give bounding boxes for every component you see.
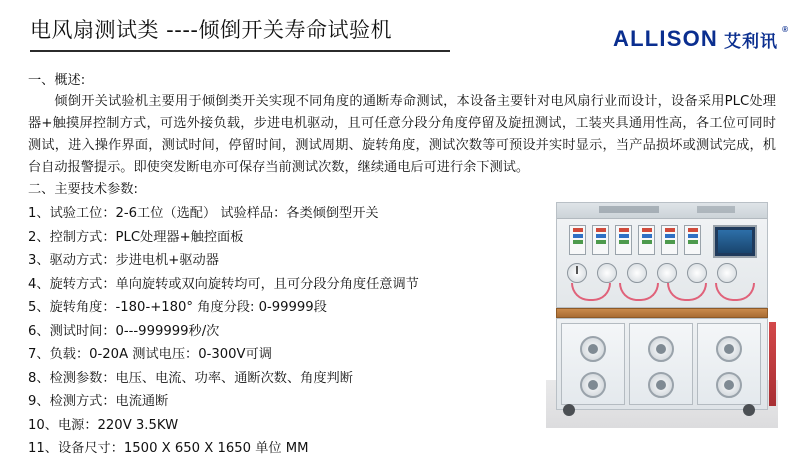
title-underline — [30, 50, 450, 52]
wire-loop — [667, 283, 707, 301]
wire-loop — [619, 283, 659, 301]
list-item: 5、旋转角度：-180-+180° 角度分段: 0-99999段 — [28, 300, 327, 316]
indicator-blue-icon — [573, 234, 583, 238]
control-module[interactable] — [615, 225, 632, 255]
control-switch-row — [569, 225, 701, 255]
indicator-blue-icon — [642, 234, 652, 238]
indicator-green-icon — [688, 240, 698, 244]
indicator-blue-icon — [688, 234, 698, 238]
wooden-worktop-strip — [556, 308, 768, 318]
company-logo — [613, 25, 789, 52]
specs-list — [28, 202, 548, 461]
list-item: 1、试验工位：2-6工位（选配） 试验样品：各类倾倒型开关 — [28, 206, 379, 222]
list-item: 4、旋转方式：单向旋转或双向旋转均可，且可分段分角度任意调节 — [28, 276, 419, 292]
indicator-blue-icon — [619, 234, 629, 238]
hmi-touch-panel[interactable] — [713, 225, 757, 258]
upper-test-bench — [556, 202, 768, 308]
indicator-red-icon — [573, 228, 583, 232]
control-module[interactable] — [592, 225, 609, 255]
indicator-red-icon — [642, 228, 652, 232]
overview-heading: 一、概述: — [28, 73, 86, 88]
rotary-fixture-row — [567, 263, 737, 283]
lower-cabinet — [556, 318, 768, 410]
socket-port[interactable] — [580, 372, 606, 398]
page-title-block — [30, 14, 460, 52]
list-item: 11、设备尺寸：1500 X 650 X 1650 单位 MM — [28, 441, 309, 457]
rotary-fixture[interactable] — [687, 263, 707, 283]
rotary-fixture[interactable] — [717, 263, 737, 283]
bench-label-secondary — [697, 206, 735, 213]
indicator-green-icon — [573, 240, 583, 244]
control-module[interactable] — [569, 225, 586, 255]
rotary-fixture[interactable] — [627, 263, 647, 283]
hmi-screen — [718, 230, 752, 253]
socket-port[interactable] — [648, 336, 674, 362]
test-wiring — [571, 283, 761, 311]
socket-port[interactable] — [716, 372, 742, 398]
list-item: 3、驱动方式：步进电机+驱动器 — [28, 253, 219, 269]
rotary-fixture[interactable] — [597, 263, 617, 283]
logo-text-cn — [724, 25, 789, 52]
caster-wheel — [563, 404, 575, 416]
indicator-red-icon — [688, 228, 698, 232]
cabinet-door[interactable] — [697, 323, 761, 405]
cabinet-side-panel — [769, 322, 776, 406]
indicator-blue-icon — [596, 234, 606, 238]
indicator-red-icon — [596, 228, 606, 232]
indicator-green-icon — [642, 240, 652, 244]
wire-loop — [715, 283, 755, 301]
caster-wheel — [743, 404, 755, 416]
bench-header-panel — [557, 203, 767, 219]
rotary-fixture[interactable] — [657, 263, 677, 283]
registered-trademark-icon: ® — [782, 25, 789, 34]
list-item: 8、检测参数：电压、电流、功率、通断次数、角度判断 — [28, 370, 353, 386]
list-item: 7、负载：0-20A 测试电压：0-300V可调 — [28, 347, 272, 363]
list-item: 9、检测方式：电流通断 — [28, 394, 169, 410]
wire-loop — [571, 283, 611, 301]
indicator-red-icon — [619, 228, 629, 232]
page-title: 电风扇测试类 ----倾倒开关寿命试验机 — [30, 18, 392, 42]
indicator-green-icon — [596, 240, 606, 244]
logo-text-en: ALLISON — [613, 26, 718, 51]
logo-cn-label: 艾利讯 — [724, 32, 778, 52]
cabinet-door[interactable] — [561, 323, 625, 405]
bench-label-primary — [599, 206, 659, 213]
indicator-blue-icon — [665, 234, 675, 238]
cabinet-door[interactable] — [629, 323, 693, 405]
machine-photo — [546, 196, 778, 428]
indicator-green-icon — [619, 240, 629, 244]
indicator-green-icon — [665, 240, 675, 244]
socket-port[interactable] — [648, 372, 674, 398]
specs-heading: 二、主要技术参数: — [28, 182, 138, 197]
list-item: 6、测试时间：0---999999秒/次 — [28, 323, 220, 339]
control-module[interactable] — [684, 225, 701, 255]
overview-paragraph: 倾倒开关试验机主要用于倾倒类开关实现不同角度的通断寿命测试，本设备主要针对电风扇行业而设计，设备采用PLC处理器+触摸屏控制方式，可选外接负载，步进电机驱动，且可任意分段分角度停留及旋扭测试，工装夹具通用性高，各工位可同时测试，进入操作界面，测试时间，停留时间，测试周期、旋转角度，测试次数等可预设并实时显示，当产品损坏或测试完成，机台自动报警提示。即使突发断电亦可保存当前测试次数，继续通电后可进行余下测试。 — [28, 94, 776, 176]
list-item: 2、控制方式：PLC处理器+触控面板 — [28, 229, 244, 245]
control-module[interactable] — [638, 225, 655, 255]
control-module[interactable] — [661, 225, 678, 255]
socket-port[interactable] — [580, 336, 606, 362]
indicator-red-icon — [665, 228, 675, 232]
list-item: 10、电源：220V 3.5KW — [28, 417, 179, 433]
socket-port[interactable] — [716, 336, 742, 362]
